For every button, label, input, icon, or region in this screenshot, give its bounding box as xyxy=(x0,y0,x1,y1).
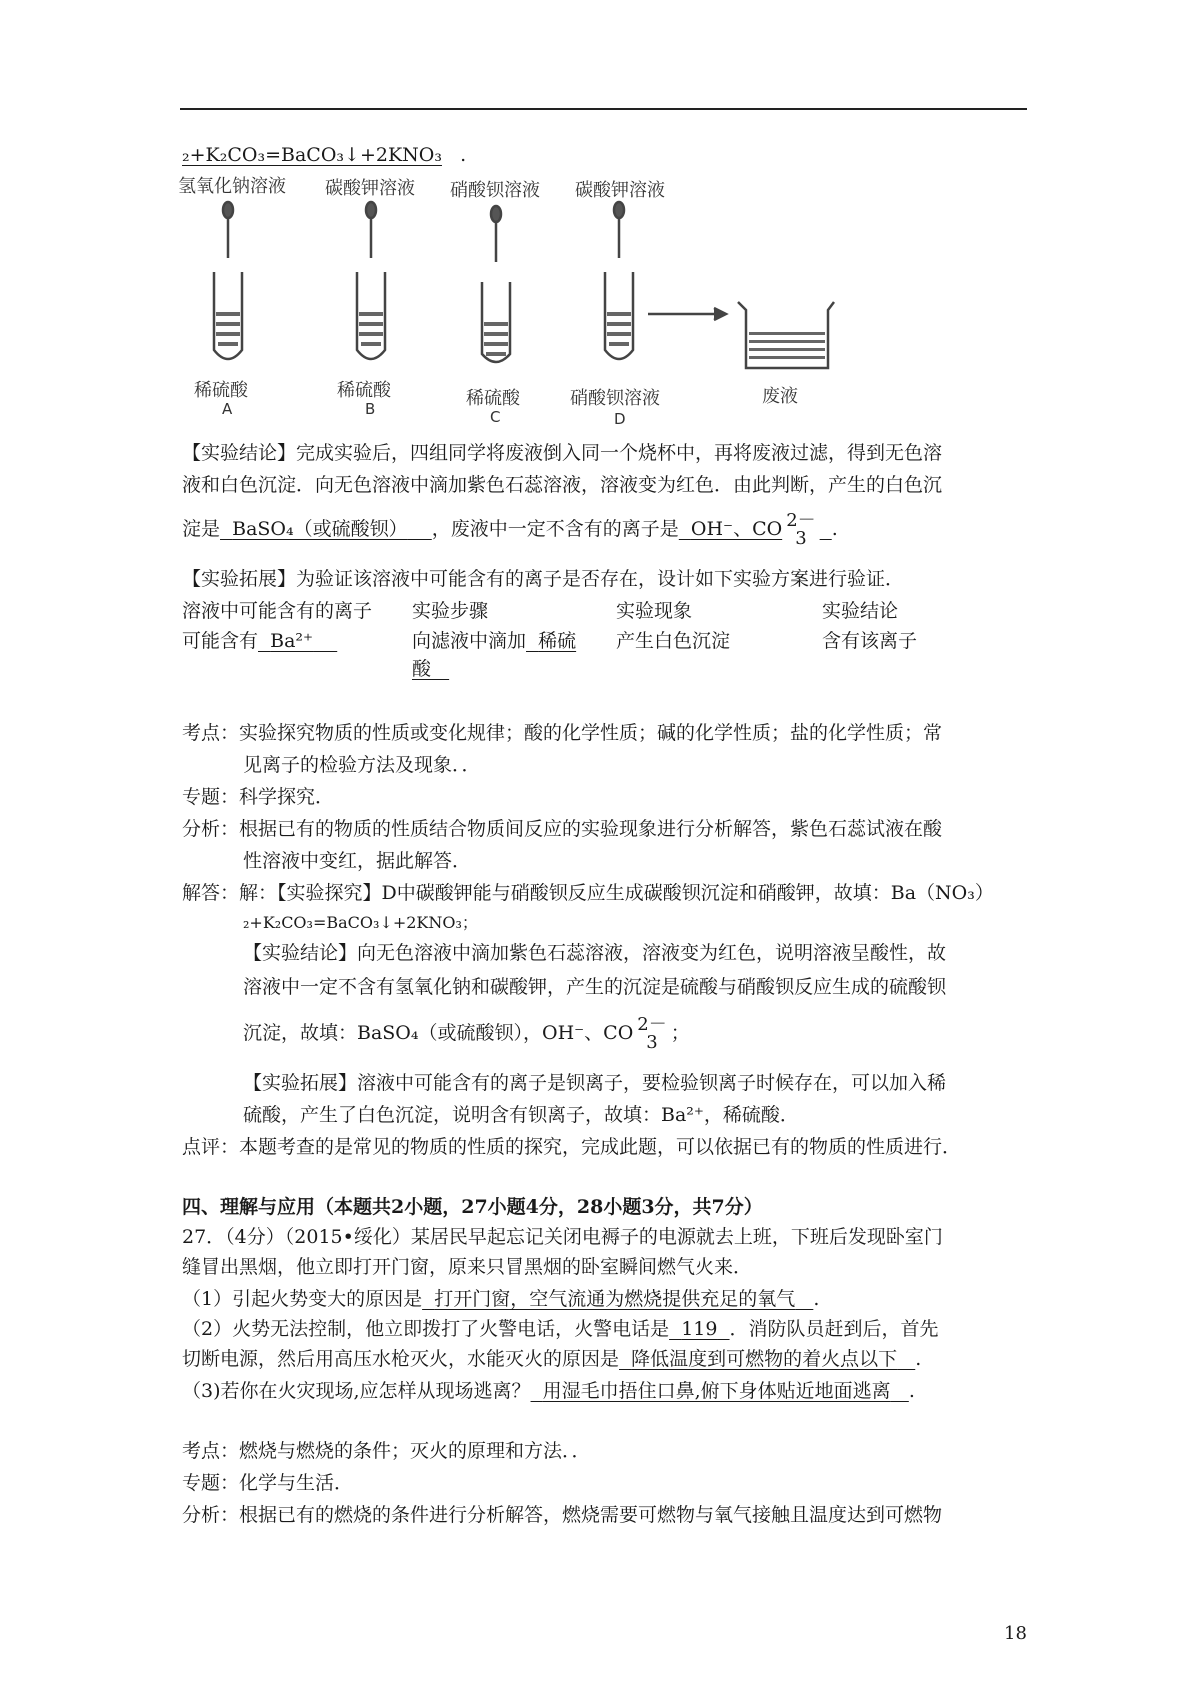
charge: 2－ xyxy=(786,510,816,531)
dropper-label-c: 硝酸钡溶液 xyxy=(450,180,540,201)
q27-line-2: 缝冒出黑烟，他立即打开门窗，原来只冒黑烟的卧室瞬间燃气火来． xyxy=(182,1256,753,1278)
q27-line-6 xyxy=(182,1378,915,1404)
jieda-line-6: 【实验拓展】溶液中可能含有的离子是钡离子，要检验钡离子时候存在，可以加入稀 xyxy=(243,1072,947,1094)
zhuanti-line: 专题：科学探究． xyxy=(182,786,335,808)
expand-line: 【实验拓展】为验证该溶液中可能含有的离子是否存在，设计如下实验方案进行验证． xyxy=(182,568,905,590)
table-header-step: 实验步骤 xyxy=(412,600,489,622)
conclusion-line-2: 液和白色沉淀．向无色溶液中滴加紫色石蕊溶液，溶液变为红色．由此判断，产生的白色沉 xyxy=(182,474,943,496)
tube-label-c: 稀硫酸 xyxy=(466,388,520,409)
answer-reagent-cont: 酸 xyxy=(412,658,432,680)
table-header-phenomenon: 实验现象 xyxy=(616,600,693,622)
fenxi2-line: 分析：根据已有的燃烧的条件进行分析解答，燃烧需要可燃物与氧气接触且温度达到可燃物 xyxy=(182,1504,943,1526)
text: ； xyxy=(670,1022,690,1044)
q27-line-5 xyxy=(182,1346,921,1372)
text: . xyxy=(831,518,838,540)
jieda-line-5 xyxy=(243,1016,690,1052)
q27-line-3 xyxy=(182,1286,819,1312)
letter-a: A xyxy=(222,400,233,418)
answer-ions xyxy=(679,510,832,549)
text: 119 xyxy=(681,1318,718,1340)
apparatus-drawing xyxy=(178,172,918,434)
table-cell-step xyxy=(412,628,576,654)
tube-label-b: 稀硫酸 xyxy=(337,380,391,401)
dropper-a xyxy=(223,202,233,258)
table-cell-phenomenon: 产生白色沉淀 xyxy=(616,630,731,652)
text: 用湿毛巾捂住口鼻,俯下身体贴近地面逃离 xyxy=(542,1380,891,1402)
conclusion-line-3 xyxy=(182,512,838,548)
jieda-line-2: ₂+K₂CO₃=BaCO₃↓+2KNO₃； xyxy=(243,913,478,932)
equation-answer: ₂+K₂CO₃=BaCO₃↓+2KNO₃ xyxy=(182,144,442,166)
jieda-line-4: 溶液中一定不含有氢氧化钠和碳酸钾，产生的沉淀是硫酸与硝酸钡反应生成的硫酸钡 xyxy=(243,976,947,998)
text: 切断电源，然后用高压水枪灭火，水能灭火的原因是 xyxy=(182,1348,620,1370)
table-cell-step-cont xyxy=(412,656,449,682)
text: BaSO₄（或硫酸钡） xyxy=(232,518,408,540)
jieda-line-3: 【实验结论】向无色溶液中滴加紫色石蕊溶液，溶液变为红色，说明溶液呈酸性，故 xyxy=(243,942,947,964)
text: OH⁻、CO xyxy=(690,518,783,540)
text: . xyxy=(908,1380,915,1402)
subscript: 3 xyxy=(795,528,807,549)
kaodian-line-1: 考点：实验探究物质的性质或变化规律；酸的化学性质；碱的化学性质；盐的化学性质；常 xyxy=(182,722,943,744)
equation-line xyxy=(182,142,466,168)
text: Ba²⁺ xyxy=(270,630,314,652)
zhuanti2-line: 专题：化学与生活． xyxy=(182,1472,354,1494)
letter-b: B xyxy=(365,400,376,418)
period: . xyxy=(460,144,467,166)
charge: 2－ xyxy=(637,1014,667,1035)
text: 可能含有 xyxy=(182,630,259,652)
table-cell-ion xyxy=(182,628,337,654)
kaodian2-line: 考点：燃烧与燃烧的条件；灭火的原理和方法．． xyxy=(182,1440,591,1462)
subscript: 3 xyxy=(646,1032,658,1053)
text: 打开门窗，空气流通为燃烧提供充足的氧气 xyxy=(434,1288,796,1310)
text: ．消防队员赶到后，首先 xyxy=(729,1318,939,1340)
text: （2）火势无法控制，他立即拨打了火警电话，火警电话是 xyxy=(182,1318,670,1340)
dropper-d xyxy=(614,202,624,258)
carbonate-charge-2 xyxy=(637,1016,666,1052)
answer-3 xyxy=(619,1348,915,1370)
text: （3)若你在火灾现场,应怎样从现场逃离？ xyxy=(182,1380,531,1402)
letter-c: C xyxy=(490,408,501,426)
header-rule xyxy=(180,108,1027,110)
dropper-label-a: 氢氧化钠溶液 xyxy=(178,176,286,197)
q27-line-1: 27．（4分）（2015•绥化）某居民早起忘记关闭电褥子的电源就去上班，下班后发现卧室门 xyxy=(182,1226,943,1248)
text: 稀硫 xyxy=(538,630,577,652)
section-heading: 四、理解与应用（本题共2小题，27小题4分，28小题3分，共7分） xyxy=(182,1196,763,1218)
page-number: 18 xyxy=(1004,1623,1027,1644)
conclusion-line-1: 【实验结论】完成实验后，四组同学将废液倒入同一个烧杯中，再将废液过滤，得到无色溶 xyxy=(182,442,943,464)
answer-precipitate xyxy=(220,518,432,540)
dropper-label-d: 碳酸钾溶液 xyxy=(575,180,665,201)
letter-d: D xyxy=(614,410,626,428)
kaodian-line-2: 见离子的检验方法及现象．． xyxy=(243,754,481,776)
answer-2 xyxy=(669,1318,729,1340)
dropper-b xyxy=(366,202,376,258)
text: . xyxy=(915,1348,922,1370)
answer-4 xyxy=(531,1380,909,1402)
beaker-label: 废液 xyxy=(762,386,798,407)
jieda-line-7: 硫酸，产生了白色沉淀，说明含有钡离子，故填：Ba²⁺，稀硫酸． xyxy=(243,1104,799,1126)
text: （1）引起火势变大的原因是 xyxy=(182,1288,423,1310)
experiment-figure xyxy=(178,172,918,434)
dropper-c xyxy=(491,206,501,262)
dropper-label-b: 碳酸钾溶液 xyxy=(325,178,415,199)
text: ，废液中一定不含有的离子是 xyxy=(431,518,679,540)
jieda-line-1: 解答：解：【实验探究】D中碳酸钾能与硝酸钡反应生成碳酸钡沉淀和硝酸钾，故填：Ba（NO₃） xyxy=(182,882,994,904)
answer-ion xyxy=(258,630,337,652)
text: 降低温度到可燃物的着火点以下 xyxy=(631,1348,898,1370)
text: 淀是 xyxy=(182,518,221,540)
answer-1 xyxy=(422,1288,813,1310)
carbonate-charge xyxy=(786,512,815,548)
text: 向滤液中滴加 xyxy=(412,630,527,652)
tube-label-d: 硝酸钡溶液 xyxy=(570,388,660,409)
text: 沉淀，故填：BaSO₄（或硫酸钡），OH⁻、CO xyxy=(243,1022,634,1044)
fenxi-line-1: 分析：根据已有的物质的性质结合物质间反应的实验现象进行分析解答，紫色石蕊试液在酸 xyxy=(182,818,943,840)
fenxi-line-2: 性溶液中变红，据此解答． xyxy=(243,850,472,872)
tube-label-a: 稀硫酸 xyxy=(194,380,248,401)
table-header-conclusion: 实验结论 xyxy=(822,600,899,622)
dianping-line: 点评：本题考查的是常见的物质的性质的探究，完成此题，可以依据已有的物质的性质进行． xyxy=(182,1136,962,1158)
q27-line-4 xyxy=(182,1316,939,1342)
answer-reagent xyxy=(526,630,576,652)
text: . xyxy=(813,1288,820,1310)
table-cell-conclusion: 含有该离子 xyxy=(822,630,918,652)
table-header-ion: 溶液中可能含有的离子 xyxy=(182,600,373,622)
